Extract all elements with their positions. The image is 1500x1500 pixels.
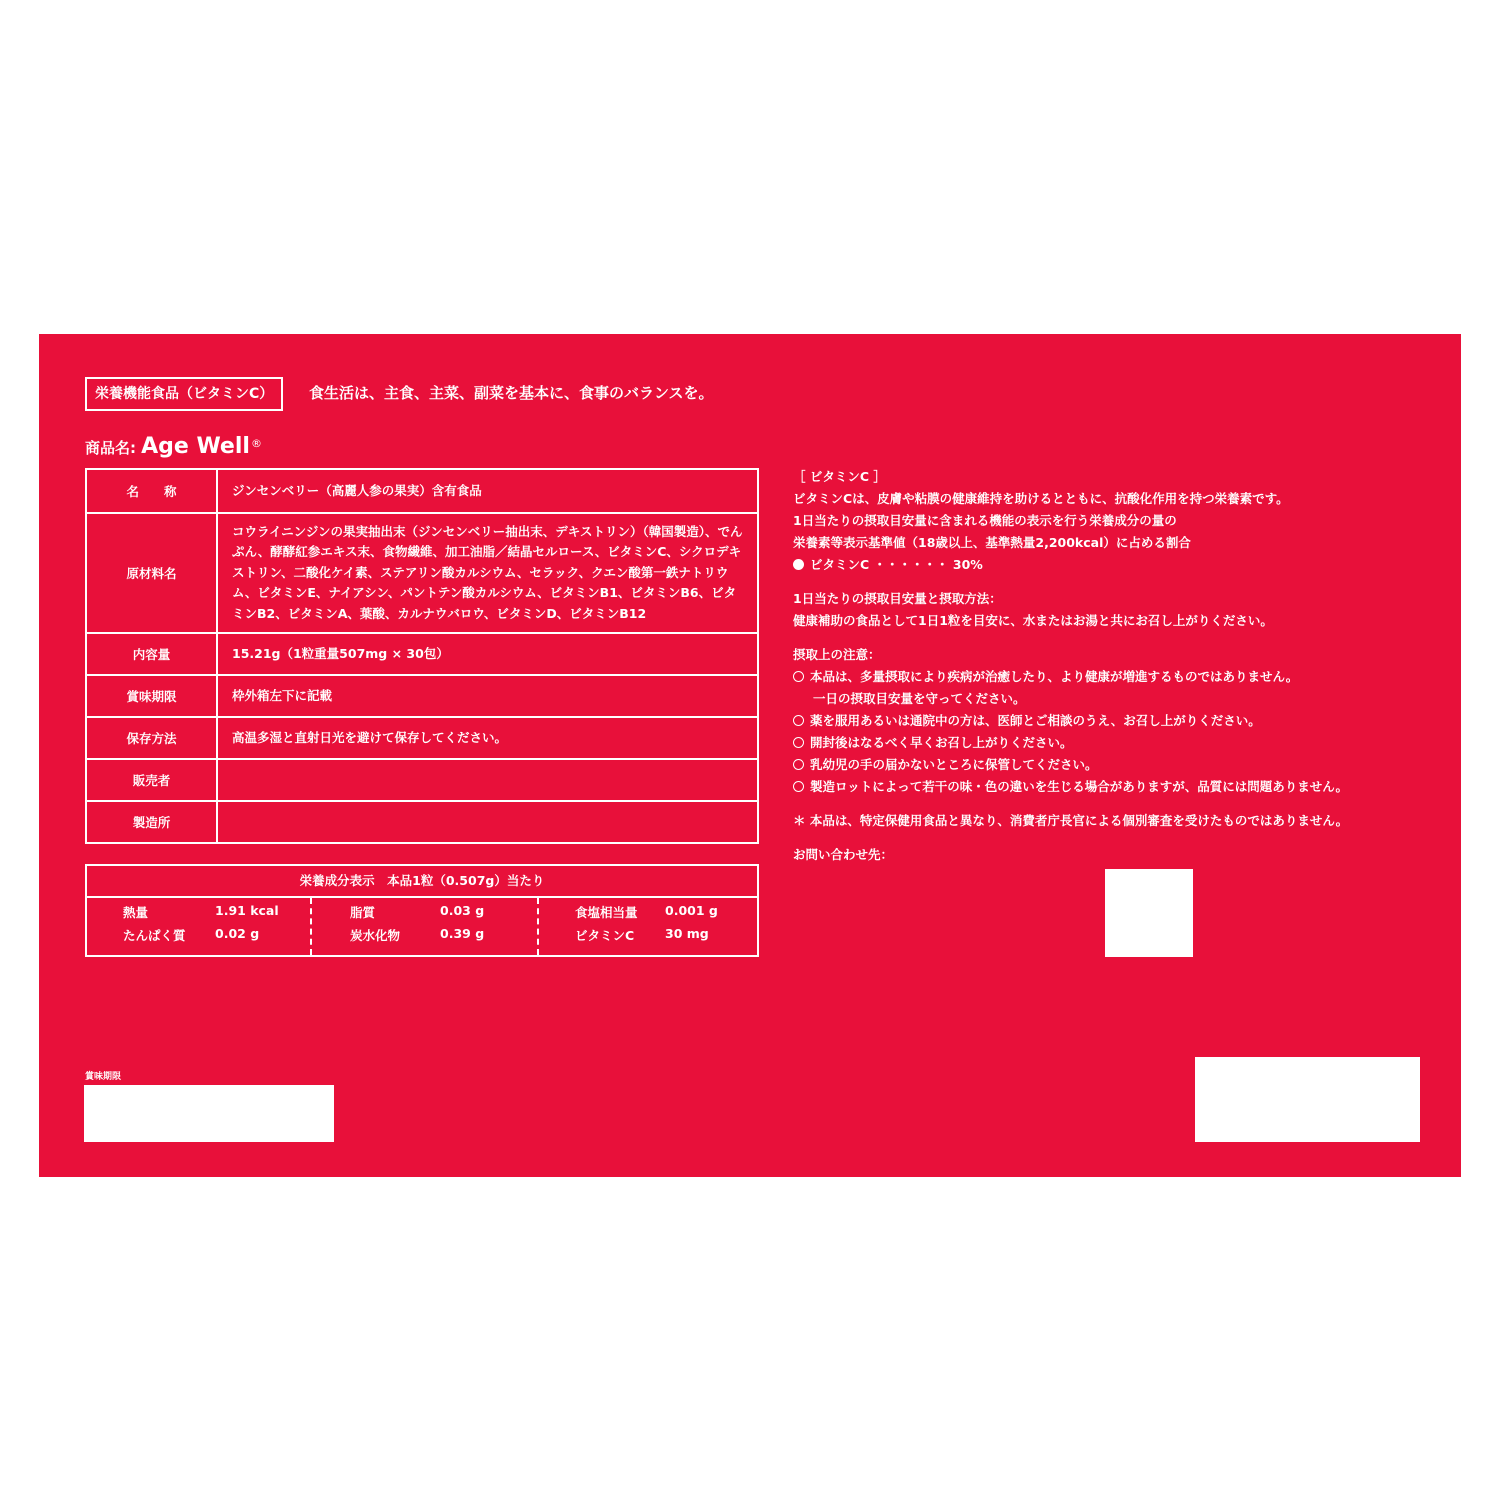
- ratio-item-text: ビタミンC ・・・・・・ 30%: [810, 557, 983, 572]
- contact-blank-box: [1105, 869, 1193, 957]
- info-key: 保存方法: [86, 717, 217, 759]
- product-name-label: 商品名:: [85, 439, 136, 457]
- circle-bullet-icon: [793, 737, 804, 748]
- vitamin-title: ［ ビタミンC ］: [793, 469, 886, 484]
- registered-mark: ®: [250, 436, 262, 450]
- table-row: [86, 717, 758, 759]
- info-key: 販売者: [86, 759, 217, 801]
- info-key: 内容量: [86, 633, 217, 675]
- functional-food-badge: 栄養機能食品（ビタミンC）: [85, 377, 283, 411]
- nutrient-value: 0.02 g: [215, 926, 260, 941]
- caution-item: 一日の摂取目安量を守ってください。: [813, 691, 1026, 706]
- nutrition-column: [537, 898, 759, 955]
- nutrient-value: 1.91 kcal: [215, 903, 279, 918]
- info-value: 枠外箱左下に記載: [217, 675, 758, 717]
- caution-text: 製造ロットによって若干の味・色の違いを生じる場合がありますが、品質には問題ありません。: [810, 779, 1349, 794]
- product-info-table: [85, 468, 759, 844]
- nutrient-value: 0.03 g: [440, 903, 485, 918]
- caution-title: 摂取上の注意：: [793, 647, 881, 662]
- table-row: [86, 759, 758, 801]
- nutrient-value: 30 mg: [665, 926, 709, 941]
- nutrient-value: 0.001 g: [665, 903, 718, 918]
- nutrient-name: 熱量: [123, 905, 149, 920]
- table-row: [86, 469, 758, 513]
- info-value: [217, 759, 758, 801]
- info-key: 原材料名: [86, 513, 217, 633]
- circle-bullet-icon: [793, 715, 804, 726]
- barcode-blank-box: [1195, 1057, 1420, 1142]
- product-name: [85, 434, 262, 459]
- expiry-blank-box: [84, 1085, 334, 1142]
- info-key: 製造所: [86, 801, 217, 843]
- info-value: コウライニンジンの果実抽出末（ジンセンベリー抽出末、デキストリン）（韓国製造）、でんぷん、酵酵紅参エキス末、食物繊維、加工油脂／結晶セルロース、ビタミンC、シクロデキストリン、二酸化ケイ素、ステアリン酸カルシウム、セラック、クエン酸第一鉄ナトリウム、ビタミンE、ナイアシン、パントテン酸カルシウム、ビタミンB1、ビタミンB6、ビタミンB2、ビタミンA、葉酸、カルナウバロウ、ビタミンD、ビタミンB12: [217, 513, 758, 633]
- nutrient-name: 脂質: [350, 905, 376, 920]
- info-key: 名 称: [86, 469, 217, 513]
- expiry-label: 賞味期限: [85, 1072, 122, 1082]
- disclaimer-note: ＊ 本品は、特定保健用食品と異なり、消費者庁長官による個別審査を受けたものではありません。: [793, 813, 1349, 828]
- nutrition-column: [310, 898, 537, 955]
- nutrition-facts: [85, 864, 759, 957]
- table-row: [86, 675, 758, 717]
- caution-text: 薬を服用あるいは通院中の方は、医師とご相談のうえ、お召し上がりください。: [810, 713, 1261, 728]
- table-row: [86, 633, 758, 675]
- info-key: 賞味期限: [86, 675, 217, 717]
- nutrient-name: たんぱく質: [123, 928, 186, 943]
- nutrient-name: 食塩相当量: [575, 905, 638, 920]
- caution-item: [793, 666, 1433, 688]
- caution-item: [793, 754, 1433, 776]
- intake-text: 健康補助の食品として1日1粒を目安に、水またはお湯と共にお召し上がりください。: [793, 613, 1273, 628]
- diet-slogan: 食生活は、主食、主菜、副菜を基本に、食事のバランスを。: [309, 384, 714, 402]
- vitamin-description: ビタミンCは、皮膚や粘膜の健康維持を助けるとともに、抗酸化作用を持つ栄養素です。: [793, 491, 1289, 506]
- nutrition-column: [87, 898, 310, 955]
- intake-title: 1日当たりの摂取目安量と摂取方法：: [793, 591, 1002, 606]
- nutrient-name: ビタミンC: [575, 928, 635, 943]
- caution-item: [793, 710, 1433, 732]
- nutrition-header: 栄養成分表示 本品1粒（0.507g）当たり: [87, 866, 757, 898]
- caution-text: 本品は、多量摂取により疾病が治癒したり、より健康が増進するものではありません。: [810, 669, 1299, 684]
- contact-label: お問い合わせ先：: [793, 847, 894, 862]
- table-row: [86, 513, 758, 633]
- nutrient-name: 炭水化物: [350, 928, 401, 943]
- table-row: [86, 801, 758, 843]
- circle-bullet-icon: [793, 781, 804, 792]
- caution-item: [793, 732, 1433, 754]
- circle-bullet-icon: [793, 759, 804, 770]
- caution-item: [793, 776, 1433, 798]
- circle-bullet-icon: [793, 671, 804, 682]
- bullet-dot-icon: [793, 559, 804, 570]
- ratio-line: 1日当たりの摂取目安量に含まれる機能の表示を行う栄養成分の量の: [793, 513, 1177, 528]
- nutrient-value: 0.39 g: [440, 926, 485, 941]
- info-value: ジンセンベリー（高麗人参の果実）含有食品: [217, 469, 758, 513]
- caution-text: 開封後はなるべく早くお召し上がりください。: [810, 735, 1073, 750]
- ratio-item: [793, 554, 1433, 576]
- product-name-value: Age Well: [141, 434, 250, 459]
- info-value: 15.21g（1粒重量507mg × 30包）: [217, 633, 758, 675]
- caution-text: 乳幼児の手の届かないところに保管してください。: [810, 757, 1098, 772]
- info-value: 高温多湿と直射日光を避けて保存してください。: [217, 717, 758, 759]
- info-value: [217, 801, 758, 843]
- package-panel: [39, 334, 1461, 1177]
- ratio-line: 栄養素等表示基準値（18歳以上、基準熱量2,200kcal）に占める割合: [793, 535, 1191, 550]
- vitamin-info: [793, 466, 1433, 866]
